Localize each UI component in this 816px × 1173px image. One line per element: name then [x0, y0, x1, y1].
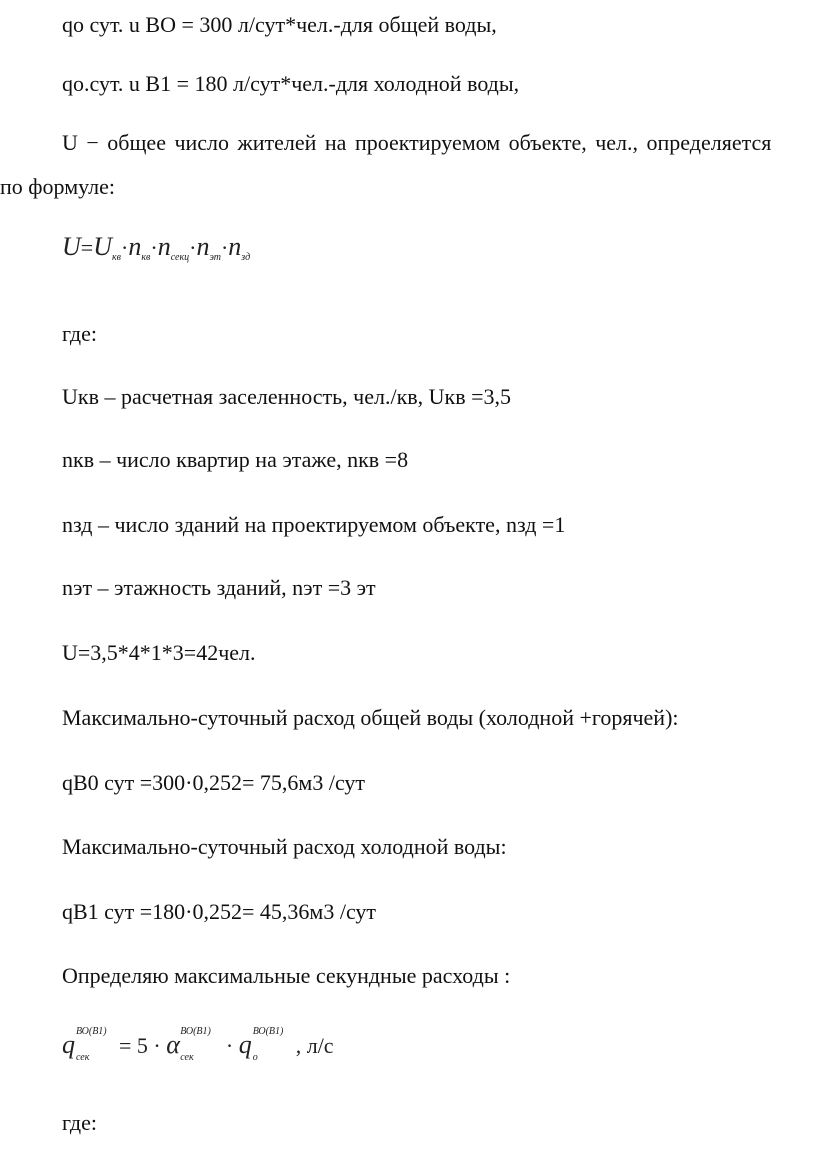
formula-second-flow: [62, 1026, 334, 1063]
text-line-3: U − общее число жителей на проектируемом объекте, чел., определяется: [62, 130, 772, 155]
formula-q0-sup: ВО(В1): [252, 1026, 284, 1037]
text-line-15: Определяю максимальные секундные расходы :: [62, 963, 511, 988]
formula-q-symbol: q: [62, 1030, 75, 1059]
formula-sub-et: эт: [209, 252, 221, 263]
formula-sub-zd: зд: [241, 252, 251, 263]
formula-alpha-symbol: α: [166, 1030, 180, 1059]
formula-alpha-sup: ВО(В1): [180, 1026, 211, 1037]
formula-population: [62, 232, 250, 262]
text-line-9: nэт – этажность зданий, nэт =3 эт: [62, 575, 376, 600]
formula-q0-symbol: q: [238, 1030, 252, 1059]
formula-alpha: [166, 1026, 211, 1063]
formula-nsec: n: [157, 232, 171, 261]
formula-eq-five: = 5 ·: [119, 1033, 161, 1058]
text-line-10: U=3,5*4*1*3=42чел.: [62, 640, 256, 665]
formula-dot: ·: [189, 235, 197, 260]
formula-q0: [238, 1026, 284, 1063]
formula-alpha-sub: сек: [180, 1052, 194, 1063]
text-line-13: Максимально-суточный расход холодной воды:: [62, 834, 507, 859]
formula-net: n: [196, 232, 210, 261]
formula-sub-nkv: кв: [141, 252, 151, 263]
text-line-11: Максимально-суточный расход общей воды (холодной +горячей):: [62, 705, 679, 730]
text-line-5: где:: [62, 321, 97, 346]
text-line-8: nзд – число зданий на проектируемом объекте, nзд =1: [62, 512, 566, 537]
text-line-12: qВ0 сут =300·0,252= 75,6м3 /сут: [62, 770, 366, 795]
text-line-16: где:: [62, 1110, 97, 1135]
formula-dot: ·: [121, 235, 129, 260]
formula-nkv: n: [128, 232, 142, 261]
text-line-4: по формуле:: [0, 174, 116, 199]
formula-q-sup: ВО(В1): [76, 1026, 107, 1037]
formula-unit: , л/с: [295, 1033, 334, 1058]
formula-sub-sec: секц: [170, 252, 190, 263]
formula-q-sub: сек: [76, 1052, 90, 1063]
formula-nzd: n: [228, 232, 242, 261]
text-line-7: nкв – число квартир на этаже, nкв =8: [62, 447, 409, 472]
formula-dot: ·: [150, 235, 158, 260]
text-line-14: qВ1 сут =180·0,252= 45,36м3 /сут: [62, 899, 377, 924]
formula-q-sec: [62, 1026, 107, 1063]
text-line-1: qo сут. u ВО = 300 л/сут*чел.-для общей воды,: [62, 12, 497, 37]
formula-eq: =: [80, 235, 94, 260]
formula-sub-kv: кв: [111, 252, 122, 263]
text-line-2: qo.сут. u В1 = 180 л/сут*чел.-для холодной воды,: [62, 71, 520, 96]
formula-dot: ·: [225, 1033, 234, 1058]
formula-ukv: U: [93, 232, 112, 261]
formula-q0-sub: о: [252, 1052, 258, 1063]
formula-dot: ·: [220, 235, 229, 260]
formula-u: U: [62, 232, 81, 261]
text-line-6: Uкв – расчетная заселенность, чел./кв, Uкв =3,5: [62, 384, 512, 409]
